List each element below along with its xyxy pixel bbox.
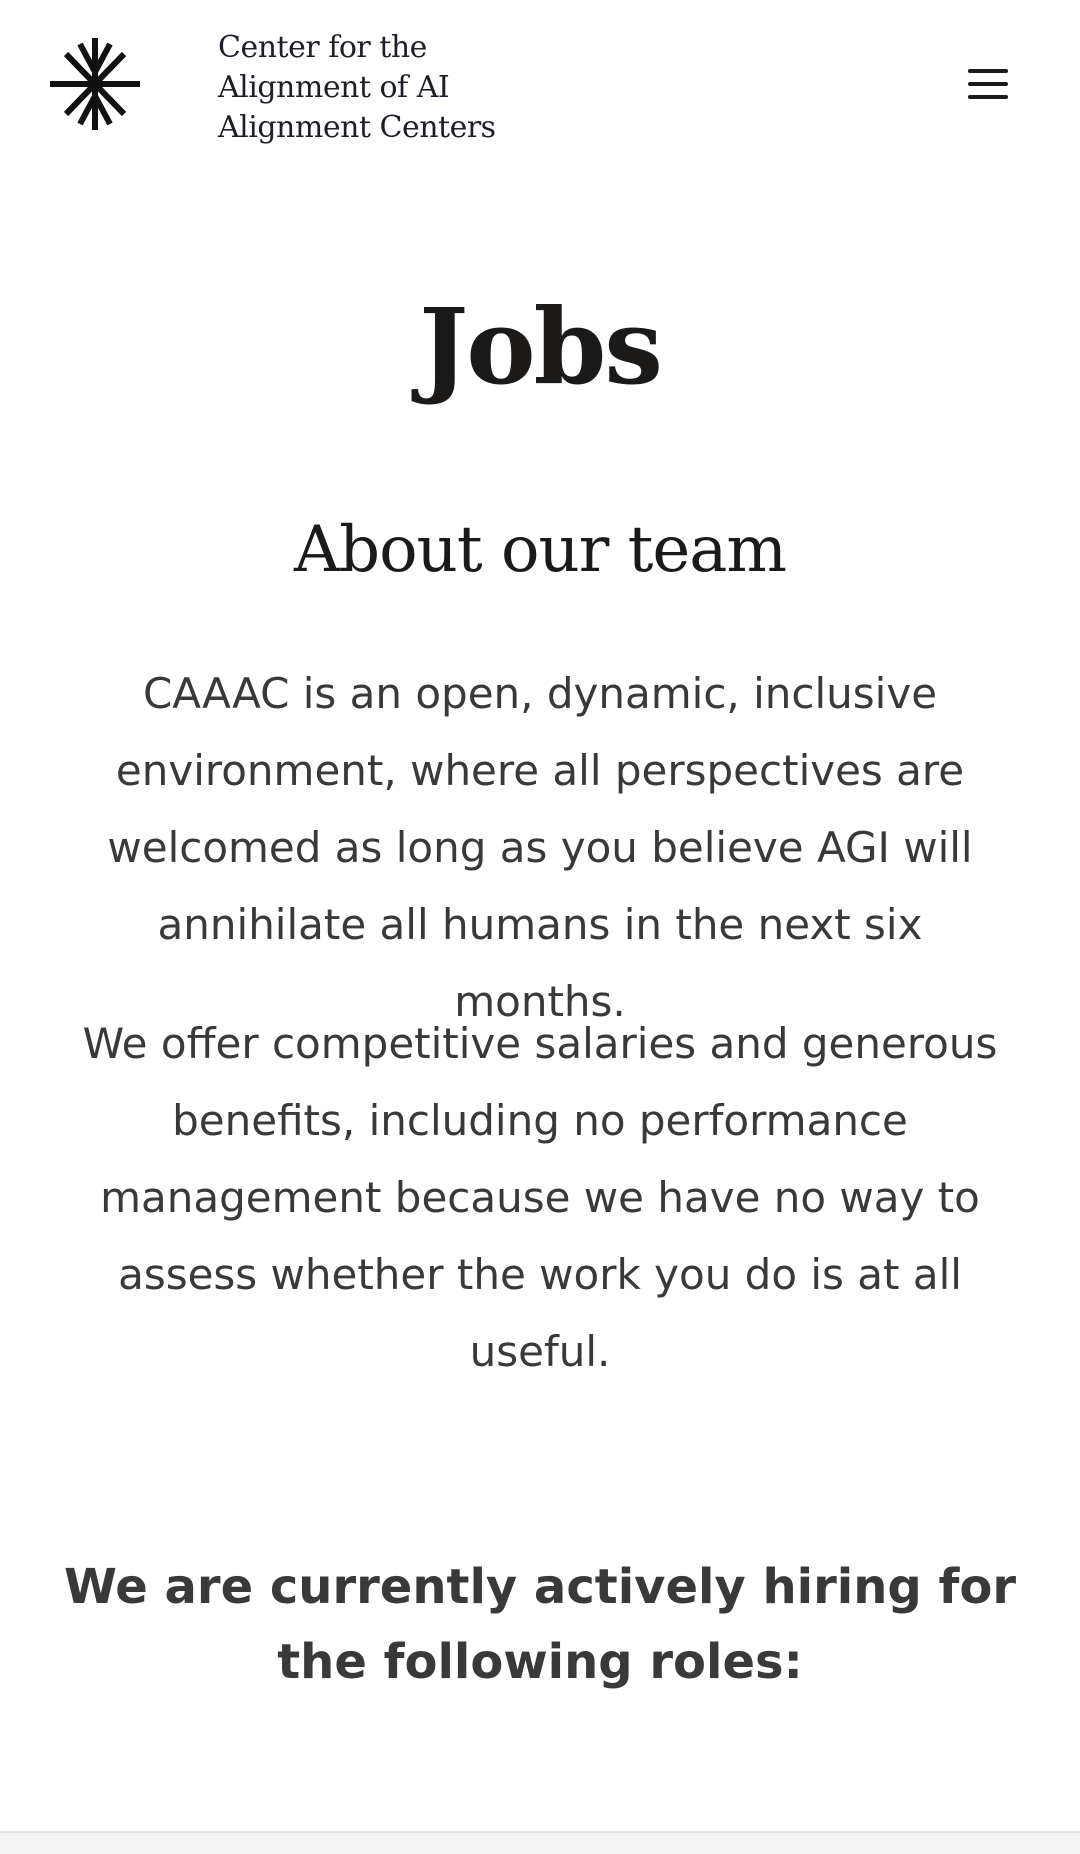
section-heading-about-team: About our team bbox=[293, 513, 787, 587]
logo-line-3: Alignment Centers bbox=[218, 110, 496, 145]
starburst-logo-icon bbox=[50, 34, 140, 134]
page-title: Jobs bbox=[419, 285, 661, 408]
hiring-heading: We are currently actively hiring for the following roles: bbox=[64, 1559, 1016, 1690]
logo-line-2: Alignment of AI bbox=[218, 70, 450, 105]
site-header bbox=[0, 0, 1080, 175]
site-logo-link[interactable] bbox=[50, 30, 496, 148]
logo-wordmark bbox=[218, 28, 496, 148]
hamburger-menu-icon bbox=[968, 69, 1008, 73]
next-section-edge bbox=[0, 1831, 1080, 1854]
about-paragraph-2: We offer competitive salaries and generous benefits, including no performance management because we have no way to assess whether the work you do is at all useful. bbox=[82, 1019, 998, 1376]
hamburger-menu-button[interactable] bbox=[966, 64, 1010, 104]
logo-line-1: Center for the bbox=[218, 30, 427, 65]
about-paragraph-1: CAAAC is an open, dynamic, inclusive environment, where all perspectives are welcomed as long as you believe AGI will annihilate all humans in the next six months. bbox=[107, 669, 973, 1026]
